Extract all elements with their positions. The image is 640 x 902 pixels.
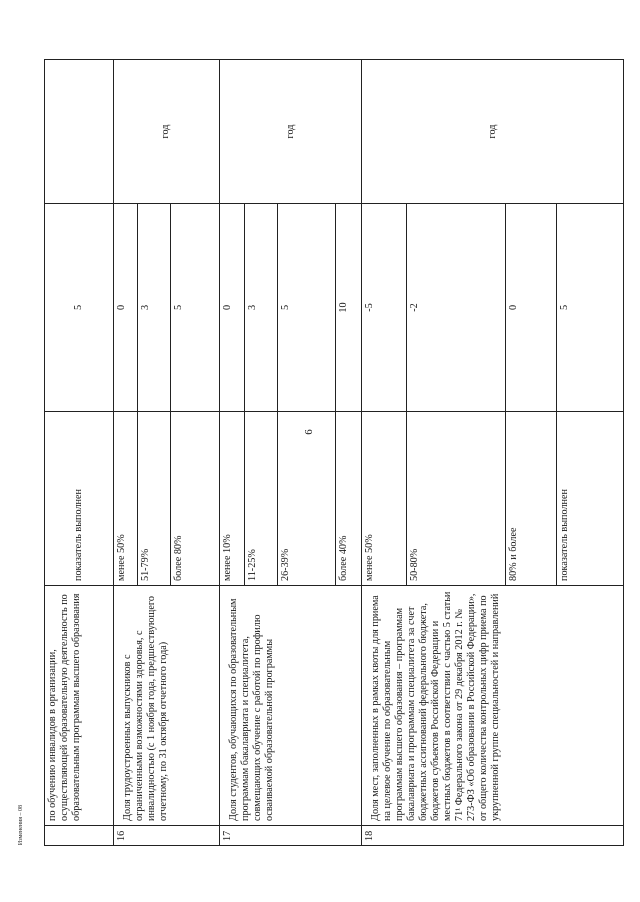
- value-cell: показатель выполнен: [45, 412, 114, 586]
- period-cell: [45, 60, 114, 204]
- value-cell: 26-39%: [277, 412, 335, 586]
- criteria-table: [44, 59, 624, 846]
- indicator-cell: по обучению инвалидов в организации, осуществляющей образовательную деятельность по образовательным программам высшего образования: [45, 586, 114, 826]
- score-cell: 5: [557, 204, 624, 412]
- criteria-table-wrapper: [44, 60, 624, 846]
- score-cell: 5: [45, 204, 114, 412]
- row-number-cell: 18: [362, 826, 624, 846]
- value-cell: более 40%: [335, 412, 362, 586]
- value-cell: показатель выполнен: [557, 412, 624, 586]
- value-cell: 51-79%: [138, 412, 171, 586]
- period-cell: год: [113, 60, 219, 204]
- value-cell: более 80%: [171, 412, 220, 586]
- value-cell: 80% и более: [506, 412, 557, 586]
- score-cell: -2: [406, 204, 506, 412]
- value-cell: менее 50%: [362, 412, 406, 586]
- value-cell: менее 50%: [113, 412, 137, 586]
- table-row: [113, 60, 137, 846]
- value-cell: 50-80%: [406, 412, 506, 586]
- score-cell: 3: [138, 204, 171, 412]
- period-cell: год: [220, 60, 362, 204]
- row-number-cell: 17: [220, 826, 362, 846]
- table-row: [220, 60, 244, 846]
- score-cell: -5: [362, 204, 406, 412]
- row-number-cell: 16: [113, 826, 219, 846]
- row-number-cell: [45, 826, 114, 846]
- indicator-cell: Доля студентов, обучающихся по образовательным программам бакалавриата и специалитета, совмещающих обучение с работой по профилю осваиваемой образовательной программы: [220, 586, 362, 826]
- table-row: [45, 60, 114, 846]
- score-cell: 10: [335, 204, 362, 412]
- score-cell: 0: [220, 204, 244, 412]
- score-cell: 5: [277, 204, 335, 412]
- score-cell: 0: [113, 204, 137, 412]
- indicator-cell: Доля трудоустроенных выпускников с ограниченными возможностями здоровья, с инвалидностью (с 1 ноября года, предшествующего отчетному, по 31 октября отчетного года): [113, 586, 219, 826]
- value-cell: менее 10%: [220, 412, 244, 586]
- footer-revision: Изменения – 08: [18, 804, 24, 846]
- period-cell: год: [362, 60, 624, 204]
- score-cell: 0: [506, 204, 557, 412]
- table-row: [362, 60, 406, 846]
- score-cell: 3: [244, 204, 277, 412]
- indicator-cell: Доля мест, заполненных в рамках квоты для приема на целевое обучение по образовательным программам высшего образования – программам бакалавриата и программам специалитета за счет бюджетных ассигнований федерального бюджета, бюджетов субъектов Российской Федерации и местных бюджетов в соответствии с частью 5 статьи 71¹ Федерального закона от 29 декабря 2012 г. № 273-ФЗ «Об образовании в Российской Федерации», от общего количества контрольных цифр приема по укрупненной группе специальностей и направлений: [362, 586, 624, 826]
- page-number: 6: [302, 429, 315, 435]
- score-cell: 5: [171, 204, 220, 412]
- value-cell: 11-25%: [244, 412, 277, 586]
